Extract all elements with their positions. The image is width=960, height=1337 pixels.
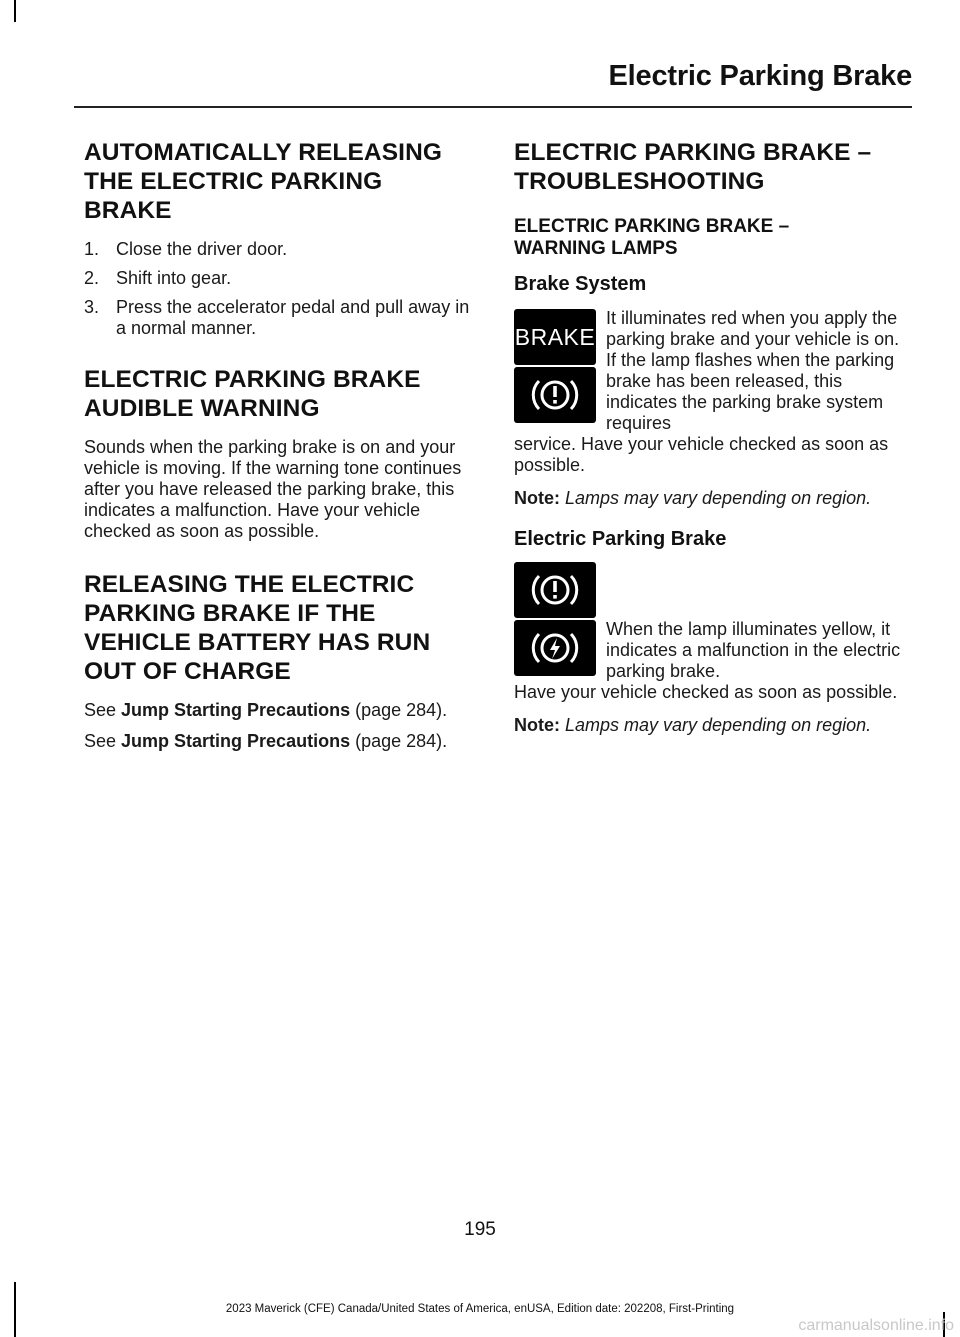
page-number: 195	[464, 1219, 496, 1240]
note-lamps-region-2: Note: Lamps may vary depending on region.	[514, 715, 872, 735]
watermark: carmanualsonline.info	[798, 1317, 954, 1334]
edition-info: 2023 Maverick (CFE) Canada/United States of America, enUSA, Edition date: 202208, First-Printing	[225, 1303, 735, 1315]
brake-system-description-cont: service. Have your vehicle checked as soon as possible.	[514, 434, 889, 475]
epb-description: When the lamp illuminates yellow, it indicates a malfunction in the electric parking brake.	[606, 619, 901, 681]
heading-electric-parking-brake: Electric Parking Brake	[514, 528, 727, 550]
jump-start-reference-2: See Jump Starting Precautions (page 284).	[84, 731, 448, 751]
jump-start-reference-1: See Jump Starting Precautions (page 284).	[84, 700, 448, 720]
section-title-troubleshooting: ELECTRIC PARKING BRAKE – TROUBLESHOOTING	[514, 139, 872, 195]
brake-warning-circle-icon	[514, 562, 596, 618]
brake-system-lamp-block	[514, 308, 910, 476]
epb-description-cont: Have your vehicle checked as soon as possible.	[514, 682, 898, 702]
note-lamps-region-1: Note: Lamps may vary depending on region.	[514, 488, 872, 508]
jump-start-link[interactable]: Jump Starting Precautions	[121, 700, 351, 720]
brake-warning-circle-icon	[514, 367, 596, 423]
header-rule	[74, 106, 912, 108]
section-title-audible-warning: ELECTRIC PARKING BRAKE AUDIBLE WARNING	[84, 366, 421, 422]
list-item: 2. Shift into gear.	[84, 268, 232, 288]
list-item: 1. Close the driver door.	[84, 239, 288, 259]
release-steps-list	[84, 239, 476, 339]
list-item: 3. Press the accelerator pedal and pull away in a normal manner.	[84, 297, 470, 338]
audible-warning-body: Sounds when the parking brake is on and your vehicle is moving. If the warning tone continues after you have released the parking brake, this indicates a malfunction. Have your vehicle checked as soon as possible.	[84, 437, 462, 541]
epb-malfunction-icon	[514, 620, 596, 676]
heading-brake-system: Brake System	[514, 273, 647, 295]
jump-start-link[interactable]: Jump Starting Precautions	[121, 731, 351, 751]
crop-mark-top-left	[14, 0, 16, 22]
brake-text-lamp-icon: BRAKE	[514, 309, 596, 365]
right-column	[514, 138, 910, 746]
epb-lamp-block	[514, 563, 910, 703]
subsection-title-warning-lamps: ELECTRIC PARKING BRAKE – WARNING LAMPS	[514, 216, 790, 259]
section-title-battery-run-out: RELEASING THE ELECTRIC PARKING BRAKE IF THE VEHICLE BATTERY HAS RUN OUT OF CHARGE	[84, 571, 431, 685]
left-column	[84, 138, 476, 762]
section-title-auto-release: AUTOMATICALLY RELEASING THE ELECTRIC PARKING BRAKE	[84, 139, 443, 224]
brake-system-description: It illuminates red when you apply the parking brake and your vehicle is on. If the lamp flashes when the parking brake has been released, this indicates the parking brake system requires	[606, 308, 900, 433]
page-header-title: Electric Parking Brake	[608, 60, 912, 92]
